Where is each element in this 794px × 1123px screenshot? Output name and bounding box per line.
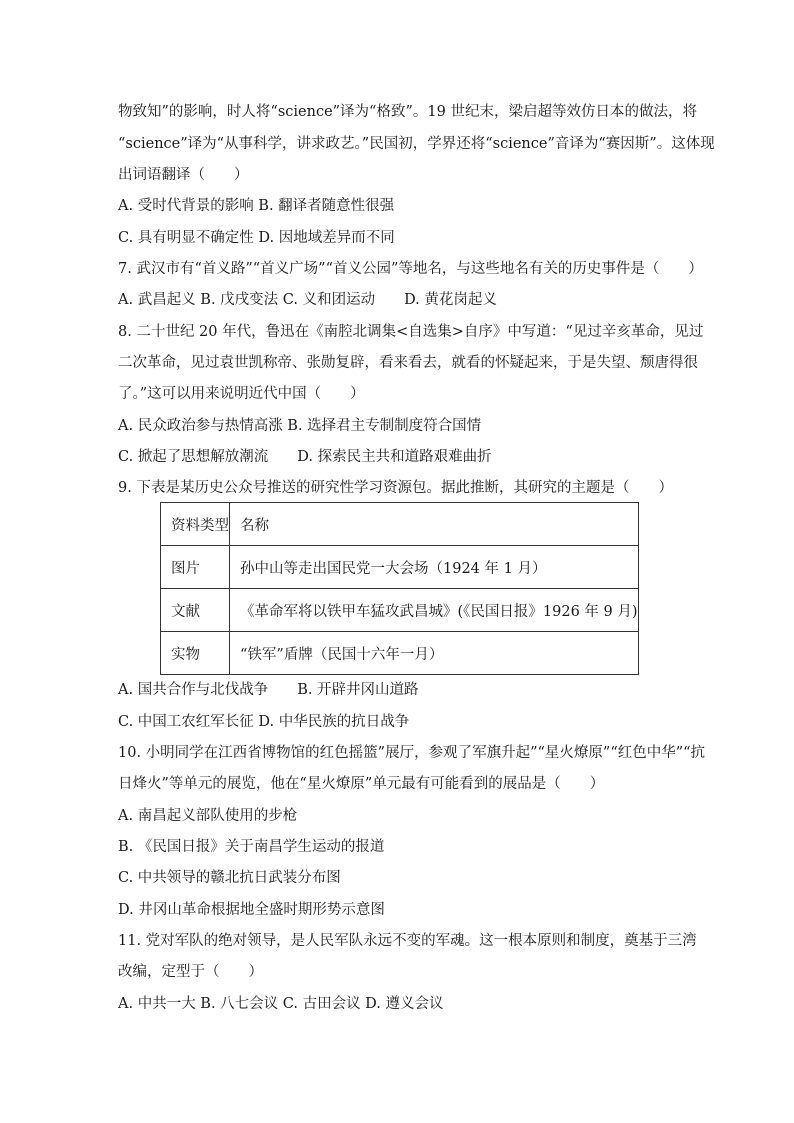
q8-stem-line-1: 8. 二十世纪 20 年代，鲁迅在《南腔北调集<自选集>自序》中写道：“见过辛亥革命，见过 bbox=[118, 324, 704, 340]
table-cell-type: 图片 bbox=[161, 546, 230, 589]
table-header-row bbox=[161, 503, 639, 546]
table-cell-name: 《革命军将以铁甲车猛攻武昌城》(《民国日报》1926 年 9 月) bbox=[230, 589, 639, 632]
q8-stem-line-3: 了。”这可以用来说明近代中国（ ） bbox=[118, 386, 365, 402]
q9-options-ab: A. 国共合作与北伐战争 B. 开辟井冈山道路 bbox=[118, 682, 419, 698]
table-row bbox=[161, 546, 639, 589]
table-header-cell: 名称 bbox=[230, 503, 639, 546]
q6-options-ab: A. 受时代背景的影响 B. 翻译者随意性很强 bbox=[118, 198, 395, 214]
table-cell-type: 实物 bbox=[161, 632, 230, 675]
q6-options-cd: C. 具有明显不确定性 D. 因地域差异而不同 bbox=[118, 230, 395, 246]
q8-options-ab: A. 民众政治参与热情高涨 B. 选择君主专制制度符合国情 bbox=[118, 418, 482, 434]
q8-options-cd: C. 掀起了思想解放潮流 D. 探索民主共和道路艰难曲折 bbox=[118, 449, 492, 465]
q7-options: A. 武昌起义 B. 戊戌变法 C. 义和团运动 D. 黄花岗起义 bbox=[118, 292, 497, 308]
q7-stem: 7. 武汉市有“首义路”“首义广场”“首义公园”等地名，与这些地名有关的历史事件是（ ） bbox=[118, 261, 703, 277]
q10-stem-line-2: 日烽火”等单元的展览，他在“星火燎原”单元最有可能看到的展品是（ ） bbox=[118, 776, 605, 792]
table-cell-name: “铁军”盾牌（民国十六年一月） bbox=[230, 632, 639, 675]
q6-stem-line-2: “science”译为“从事科学，讲求政艺。”民国初，学界还将“science”音译为“赛因斯”。这体现 bbox=[118, 136, 715, 152]
q9-stem: 9. 下表是某历史公众号推送的研究性学习资源包。据此推断，其研究的主题是（ ） bbox=[118, 480, 673, 496]
table-row bbox=[161, 589, 639, 632]
q11-stem-line-1: 11. 党对军队的绝对领导，是人民军队永远不变的军魂。这一根本原则和制度，奠基于三湾 bbox=[118, 933, 697, 949]
table-row bbox=[161, 632, 639, 675]
q9-resource-table bbox=[160, 502, 639, 675]
table-header-cell: 资料类型 bbox=[161, 503, 230, 546]
q11-options: A. 中共一大 B. 八七会议 C. 古田会议 D. 遵义会议 bbox=[118, 996, 444, 1012]
q9-options-cd: C. 中国工农红军长征 D. 中华民族的抗日战争 bbox=[118, 714, 410, 730]
q11-stem-line-2: 改编，定型于（ ） bbox=[118, 964, 263, 980]
q6-stem-line-3: 出词语翻译（ ） bbox=[118, 167, 249, 183]
q6-stem-line-1: 物致知”的影响，时人将“science”译为“格致”。19 世纪末，梁启超等效仿日本的做法，将 bbox=[118, 104, 697, 120]
q10-option-b: B. 《民国日报》关于南昌学生运动的报道 bbox=[118, 839, 385, 855]
q10-option-c: C. 中共领导的赣北抗日武装分布图 bbox=[118, 870, 341, 886]
table-cell-type: 文献 bbox=[161, 589, 230, 632]
q10-option-d: D. 井冈山革命根据地全盛时期形势示意图 bbox=[118, 902, 385, 918]
table-cell-name: 孙中山等走出国民党一大会场（1924 年 1 月） bbox=[230, 546, 639, 589]
q10-stem-line-1: 10. 小明同学在江西省博物馆的红色摇篮”展厅，参观了军旗升起”“星火燎原”“红色中华”“抗 bbox=[118, 745, 706, 761]
q8-stem-line-2: 二次革命，见过袁世凯称帝、张勋复辟，看来看去，就看的怀疑起来，于是失望、颓唐得很 bbox=[118, 355, 698, 371]
q10-option-a: A. 南昌起义部队使用的步枪 bbox=[118, 808, 298, 824]
